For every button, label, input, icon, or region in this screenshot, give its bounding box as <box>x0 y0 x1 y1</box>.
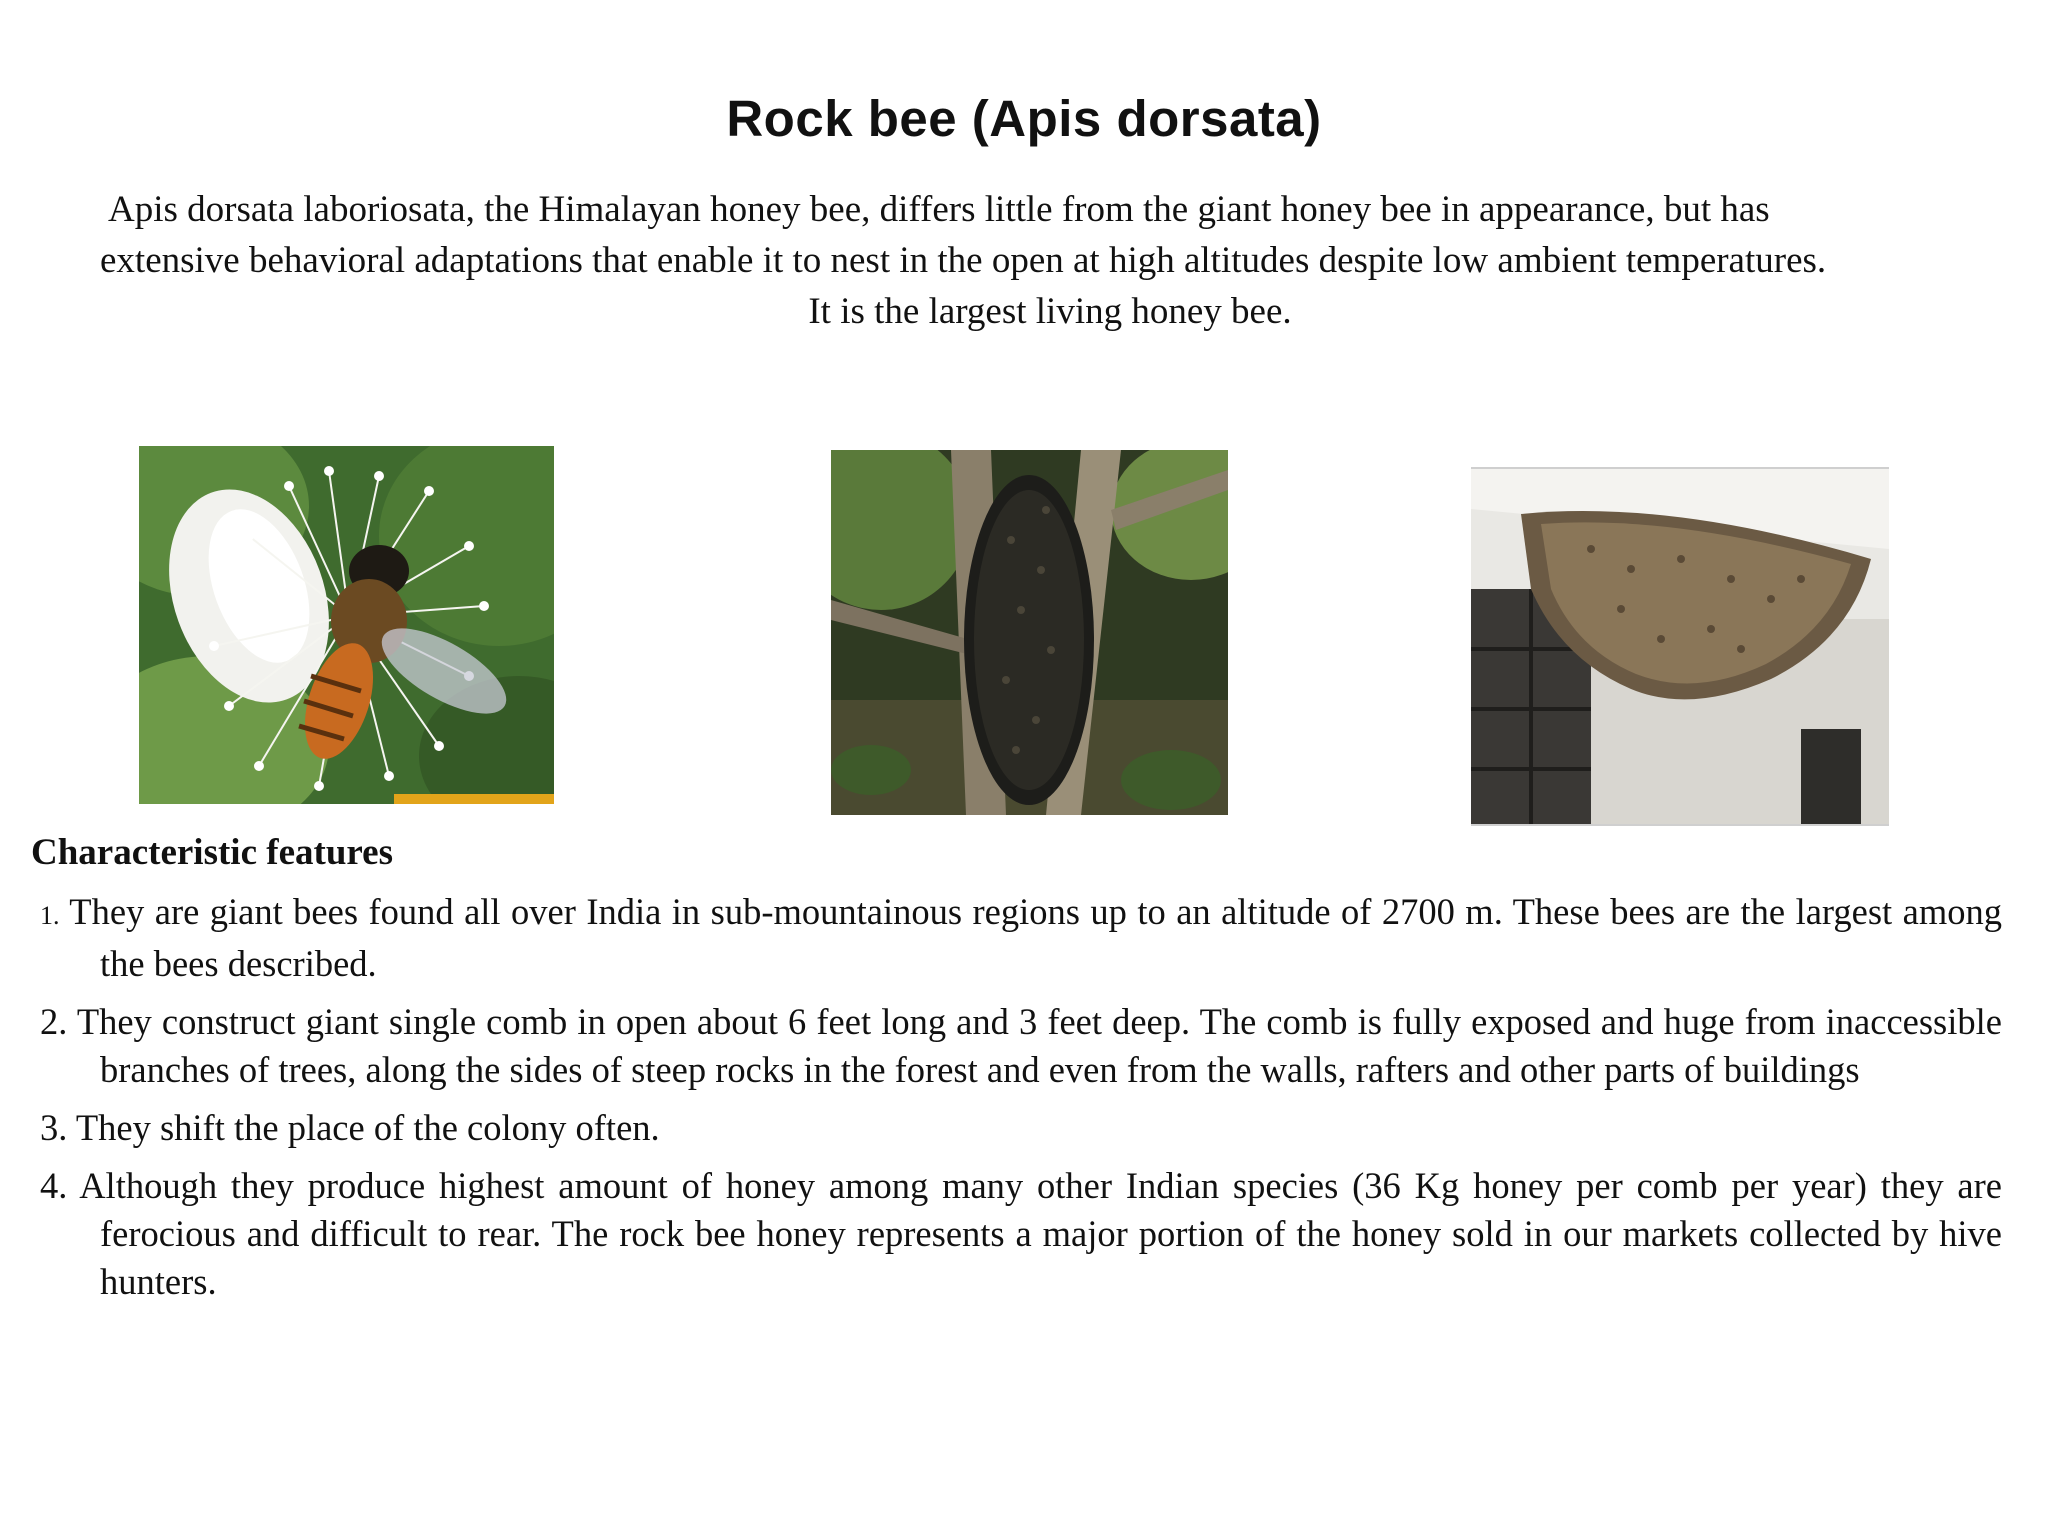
intro-paragraph <box>100 184 2000 337</box>
feature-item-1 <box>40 888 2002 988</box>
feature-text: They construct giant single comb in open about 6 feet long and 3 feet deep. The comb is fully exposed and huge from inaccessible branches of trees, along the sides of steep rocks in the forest and even from the walls, rafters and other parts of buildings <box>76 1001 2002 1090</box>
feature-number: 1. <box>40 901 60 930</box>
comb-under-roof-photo <box>1471 467 1889 826</box>
feature-item-4 <box>40 1162 2002 1306</box>
feature-number: 4. <box>40 1165 68 1206</box>
feature-item-3 <box>40 1104 2002 1152</box>
intro-line-1: Apis dorsata laboriosata, the Himalayan honey bee, differs little from the giant honey bee in appearance, but has <box>108 189 1770 230</box>
intro-line-2: extensive behavioral adaptations that enable it to nest in the open at high altitudes despite low ambient temperatures. <box>100 240 1827 281</box>
feature-text: They are giant bees found all over India in sub-mountainous regions up to an altitude of 2700 m. These bees are the largest among the bees described. <box>69 891 2002 984</box>
page-title: Rock bee (Apis dorsata) <box>726 90 1322 147</box>
features-heading: Characteristic features <box>31 832 393 873</box>
features-list <box>40 888 2002 1316</box>
feature-text: Although they produce highest amount of honey among many other Indian species (36 Kg honey per comb per year) they are ferocious and difficult to rear. The rock bee honey represents a major portion of the honey sold in our markets collected by hive hunters. <box>79 1165 2002 1302</box>
feature-number: 3. <box>40 1107 68 1148</box>
intro-line-3: It is the largest living honey bee. <box>808 291 1292 332</box>
feature-item-2 <box>40 998 2002 1094</box>
comb-on-tree-photo <box>831 450 1228 815</box>
feature-text: They shift the place of the colony often. <box>75 1107 660 1148</box>
feature-number: 2. <box>40 1001 68 1042</box>
bee-on-flower-photo <box>139 446 554 804</box>
